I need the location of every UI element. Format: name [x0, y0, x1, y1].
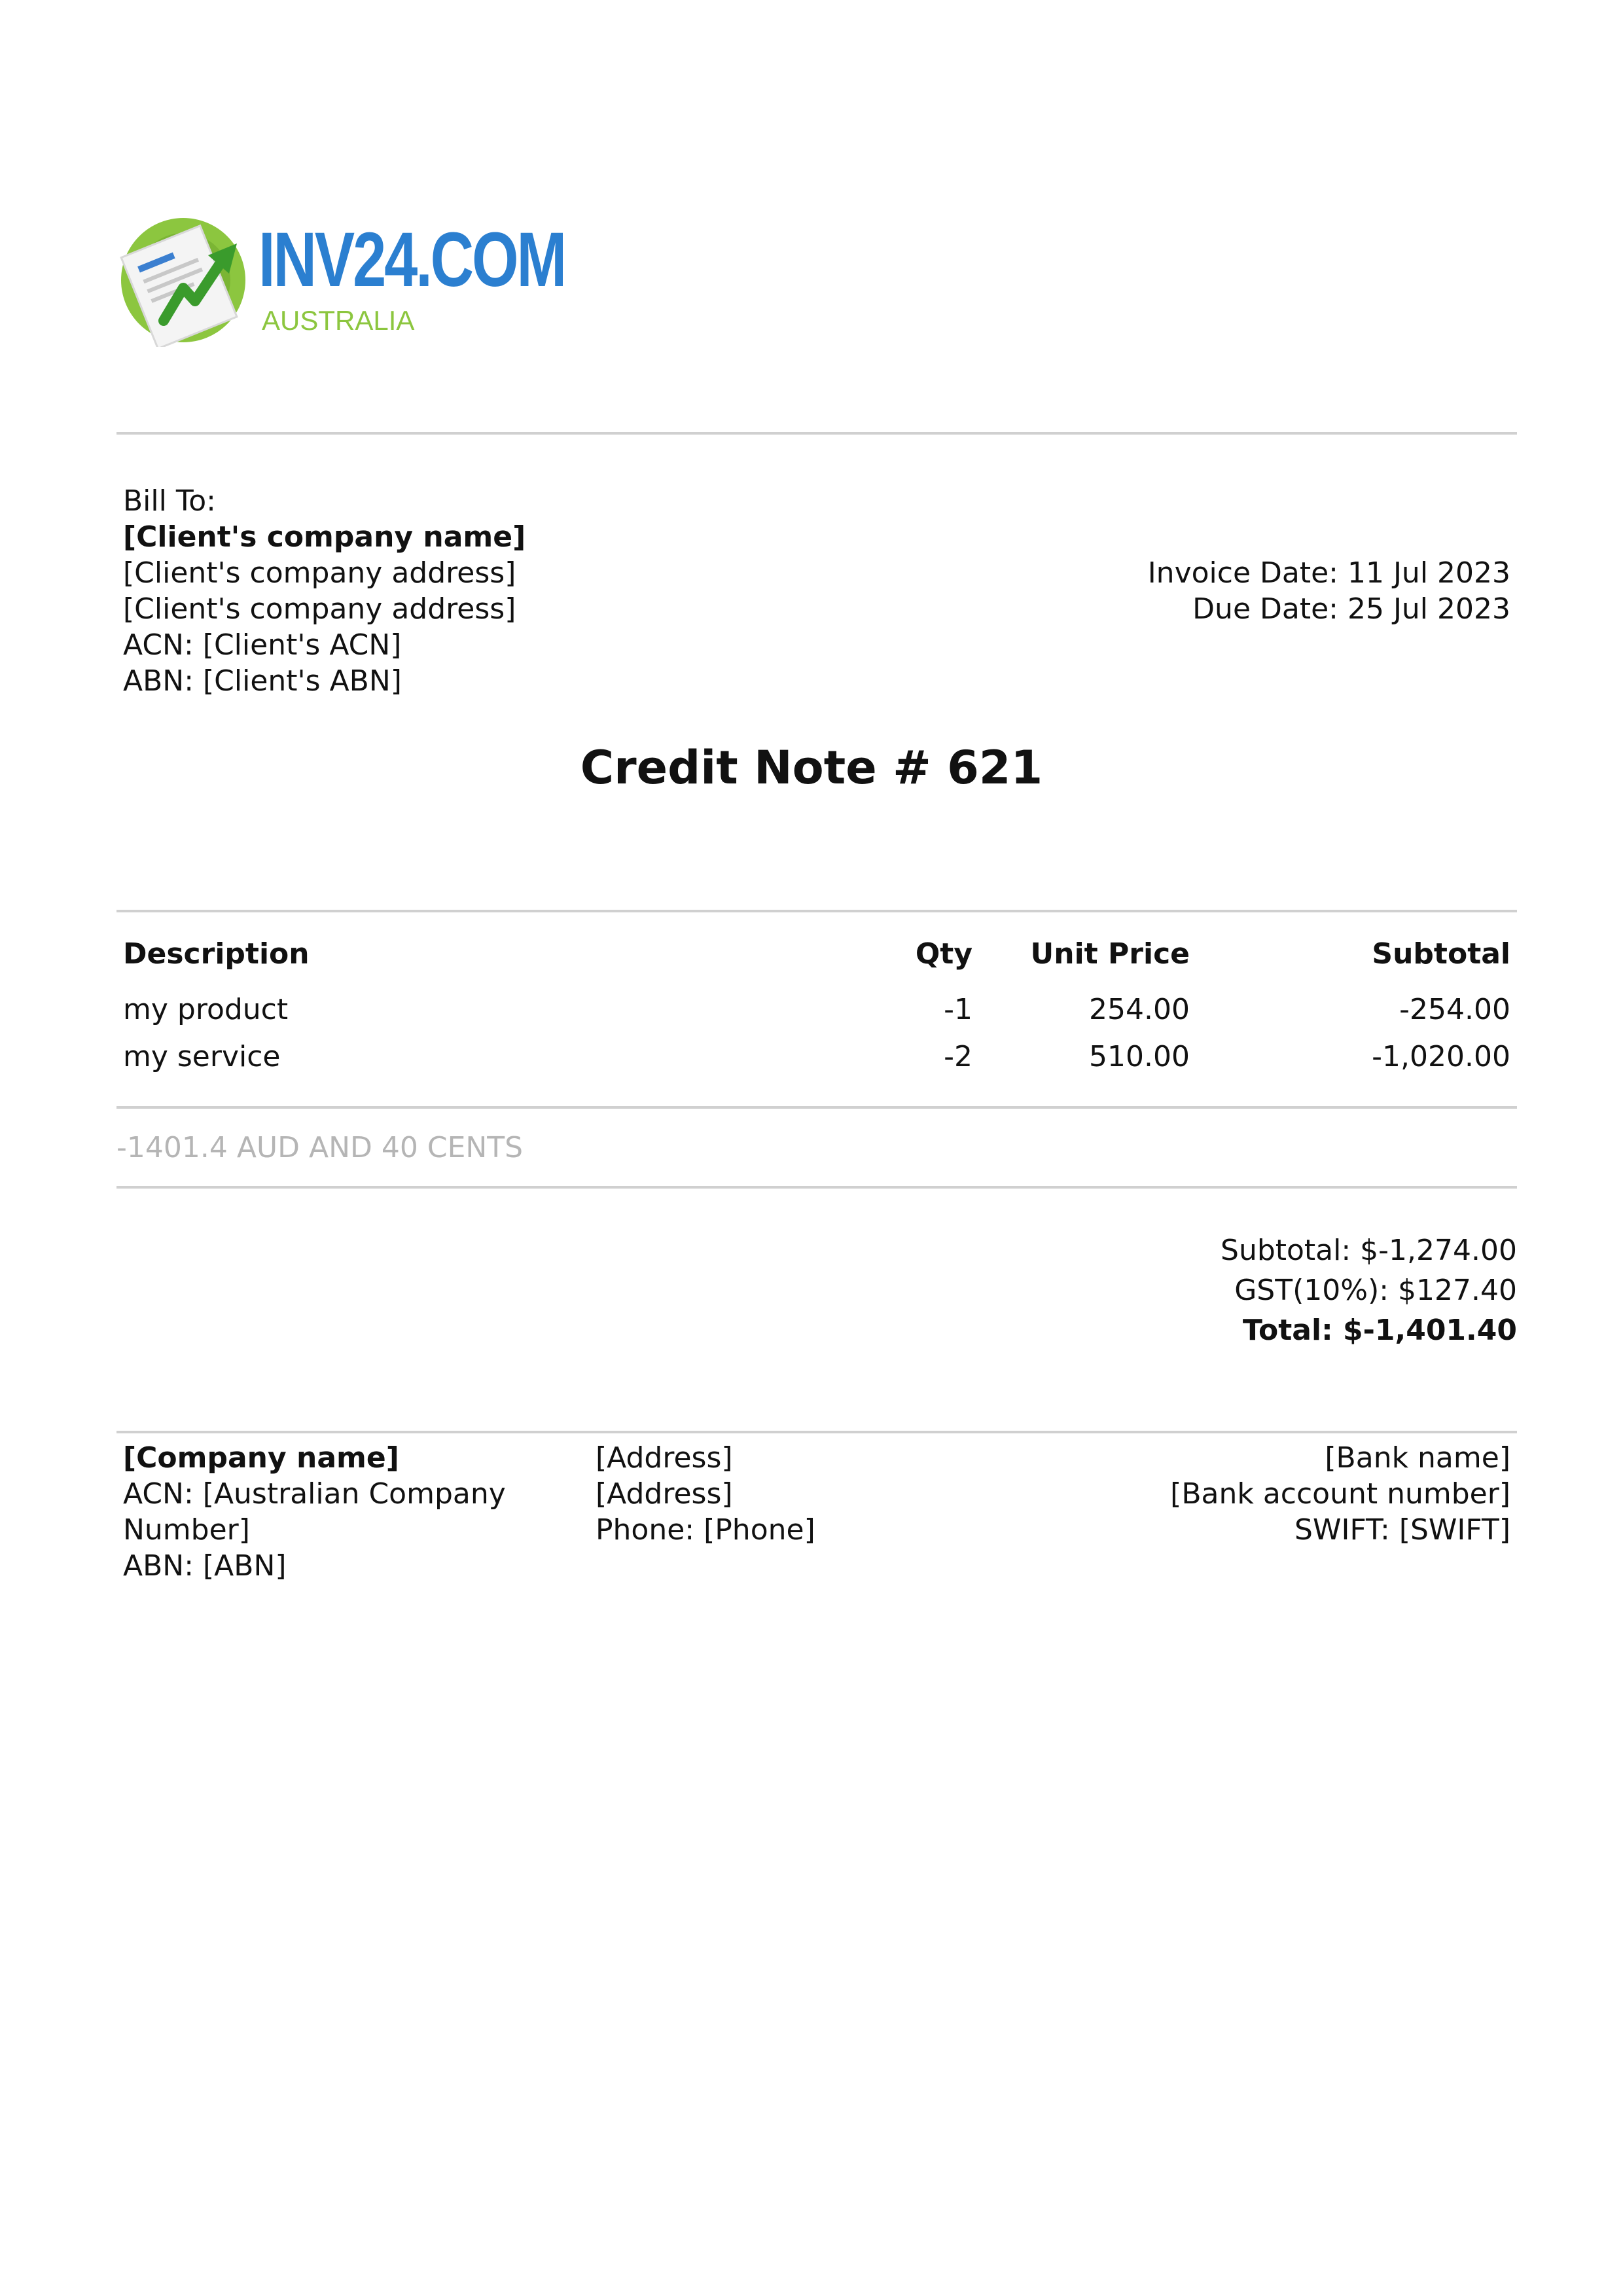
client-address-2: [Client's company address]	[123, 592, 516, 626]
client-abn: ABN: [Client's ABN]	[123, 664, 402, 698]
bill-to-label: Bill To:	[123, 484, 216, 518]
totals-subtotal: Subtotal: $-1,274.00	[1221, 1234, 1517, 1267]
footer-phone: Phone: [Phone]	[596, 1513, 815, 1547]
words-divider	[116, 1186, 1517, 1189]
row-qty: -1	[944, 993, 972, 1026]
header-unit-price: Unit Price	[1030, 937, 1190, 971]
invoice-date: Invoice Date: 11 Jul 2023	[1147, 556, 1510, 590]
footer-bank-name: [Bank name]	[1325, 1441, 1510, 1475]
amount-in-words: -1401.4 AUD AND 40 CENTS	[116, 1131, 524, 1164]
footer-bank-account: [Bank account number]	[1170, 1477, 1510, 1511]
row-description: my service	[123, 1040, 281, 1073]
logo-subtitle: AUSTRALIA	[262, 305, 415, 336]
footer-divider	[116, 1431, 1517, 1433]
due-date: Due Date: 25 Jul 2023	[1192, 592, 1510, 626]
items-table	[123, 936, 1510, 1086]
company-logo	[118, 209, 565, 347]
footer-acn-line2: Number]	[123, 1513, 250, 1547]
header-qty: Qty	[915, 937, 972, 971]
bill-to-block	[123, 483, 526, 699]
footer-address-block	[596, 1440, 815, 1548]
table-top-divider	[116, 910, 1517, 912]
totals-block	[1221, 1230, 1517, 1350]
client-company-name: [Client's company name]	[123, 520, 526, 554]
logo-name: INV24.COM	[259, 217, 565, 303]
row-qty: -2	[944, 1040, 972, 1073]
client-address-1: [Client's company address]	[123, 556, 516, 590]
row-unit-price: 254.00	[1089, 993, 1190, 1026]
footer-swift: SWIFT: [SWIFT]	[1294, 1513, 1510, 1547]
table-row	[123, 1039, 1510, 1086]
row-description: my product	[123, 993, 289, 1026]
footer-company-name: [Company name]	[123, 1441, 399, 1475]
dates-block	[1148, 555, 1510, 627]
footer-bank-block	[1170, 1440, 1510, 1548]
totals-gst: GST(10%): $127.40	[1234, 1274, 1517, 1307]
table-bottom-divider	[116, 1106, 1517, 1109]
footer-address-2: [Address]	[596, 1477, 733, 1511]
row-subtotal: -254.00	[1399, 993, 1510, 1026]
footer-abn: ABN: [ABN]	[123, 1549, 287, 1583]
header-divider	[116, 432, 1517, 435]
document-title: Credit Note # 621	[580, 741, 1043, 795]
footer-company-block	[123, 1440, 506, 1584]
table-header-row	[123, 936, 1510, 982]
header-description: Description	[123, 937, 310, 971]
table-row	[123, 992, 1510, 1039]
header-subtotal: Subtotal	[1372, 937, 1510, 971]
footer-acn-line1: ACN: [Australian Company	[123, 1477, 506, 1511]
logo-emblem	[118, 209, 262, 347]
footer-address-1: [Address]	[596, 1441, 733, 1475]
totals-total: Total: $-1,401.40	[1242, 1314, 1517, 1347]
row-unit-price: 510.00	[1089, 1040, 1190, 1073]
client-acn: ACN: [Client's ACN]	[123, 628, 402, 662]
row-subtotal: -1,020.00	[1372, 1040, 1510, 1073]
